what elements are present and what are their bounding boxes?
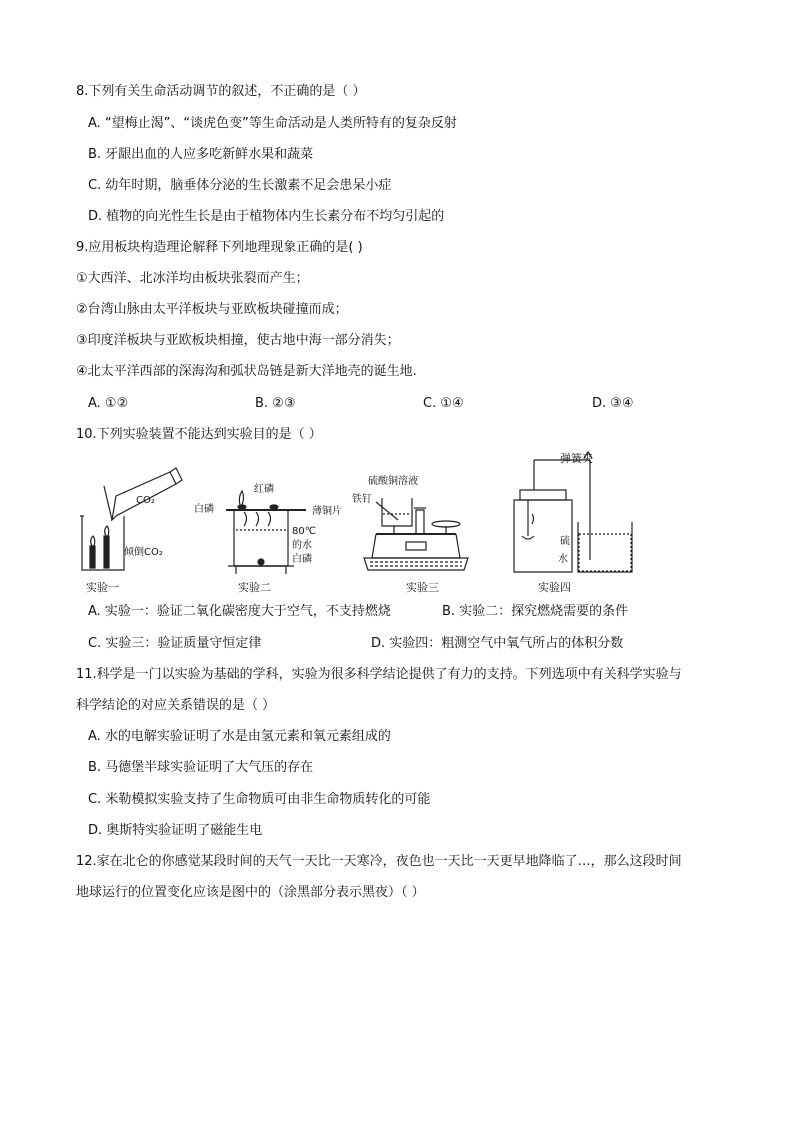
q9-option-c: C. ①④	[423, 396, 464, 411]
exp4-sulfur: 硫	[560, 536, 570, 547]
exp1-pour-text: 倾倒CO₂	[124, 547, 163, 558]
q10-option-a: A. 实验一：验证二氧化碳密度大于空气，不支持燃烧	[88, 604, 391, 619]
q9-statement-4: ④北太平洋西部的深海沟和弧状岛链是新大洋地壳的诞生地.	[76, 364, 417, 379]
q10-option-c: C. 实验三：验证质量守恒定律	[88, 636, 262, 651]
exp3-apparatus	[364, 498, 468, 570]
q10-stem: 10.下列实验装置不能达到实验目的是（ ）	[76, 427, 322, 442]
q9-stem: 9.应用板块构造理论解释下列地理现象正确的是( )	[76, 240, 363, 255]
exp3-label: 实验三	[406, 581, 439, 594]
exp4-label: 实验四	[538, 581, 571, 594]
q10-experiment-figure	[76, 450, 706, 598]
q8-option-c: C. 幼年时期，脑垂体分泌的生长激素不足会患呆小症	[88, 178, 392, 193]
exp1-label: 实验一	[86, 581, 119, 594]
exp2-red-p: 红磷	[254, 484, 274, 495]
q11-option-c: C. 米勒模拟实验支持了生命物质可由非生命物质转化的可能	[88, 792, 431, 807]
q9-option-b: B. ②③	[255, 396, 296, 411]
exp2-water: 的水	[292, 540, 312, 551]
q9-option-a: A. ①②	[88, 396, 129, 411]
q9-statement-1: ①大西洋、北冰洋均由板块张裂而产生；	[76, 271, 309, 286]
exp2-label: 实验二	[238, 581, 271, 594]
exp2-white-p2: 白磷	[292, 554, 312, 565]
exp2-water-temp: 80℃	[292, 526, 316, 537]
q12-stem-line2: 地球运行的位置变化应该是图中的（涂黑部分表示黑夜）（ ）	[76, 885, 425, 900]
q9-option-d: D. ③④	[592, 396, 634, 411]
q11-option-a: A. 水的电解实验证明了水是由氢元素和氧元素组成的	[88, 729, 391, 744]
experiment-diagram	[76, 450, 706, 598]
q11-stem-line2: 科学结论的对应关系错误的是（ ）	[76, 698, 276, 713]
exp1-co2-text: CO₂	[136, 495, 155, 506]
q9-statement-2: ②台湾山脉由太平洋板块与亚欧板块碰撞而成；	[76, 302, 348, 317]
exp4-water: 水	[558, 554, 568, 565]
exp2-cu-sheet: 薄铜片	[312, 506, 342, 517]
q8-option-a: A. “望梅止渴”、“谈虎色变”等生命活动是人类所特有的复杂反射	[88, 116, 457, 131]
q12-stem-line1: 12.家在北仑的你感觉某段时间的天气一天比一天寒冷，夜色也一天比一天更早地降临了…，那么这段时间	[76, 854, 682, 869]
q10-option-b: B. 实验二：探究燃烧需要的条件	[442, 604, 629, 619]
exp3-cuso4: 硫酸铜溶液	[368, 476, 418, 487]
q8-option-d: D. 植物的向光性生长是由于植物体内生长素分布不均匀引起的	[88, 209, 445, 224]
exp4-apparatus	[514, 452, 632, 572]
exp4-clip: 弹簧夹	[560, 452, 593, 465]
q9-statement-3: ③印度洋板块与亚欧板块相撞，使古地中海一部分消失；	[76, 333, 400, 348]
q8-option-b: B. 牙龈出血的人应多吃新鲜水果和蔬菜	[88, 147, 314, 162]
exp2-white-p: 白磷	[194, 504, 214, 515]
q11-stem-line1: 11.科学是一门以实验为基础的学科，实验为很多科学结论提供了有力的支持。下列选项中有关科学实验与	[76, 667, 682, 682]
q11-option-b: B. 马德堡半球实验证明了大气压的存在	[88, 760, 314, 775]
exp3-nail: 铁钉	[352, 494, 372, 505]
q8-stem: 8.下列有关生命活动调节的叙述，不正确的是（ ）	[76, 84, 366, 99]
q11-option-d: D. 奥斯特实验证明了磁能生电	[88, 823, 263, 838]
q10-option-d: D. 实验四：粗测空气中氧气所占的体积分数	[371, 636, 624, 651]
